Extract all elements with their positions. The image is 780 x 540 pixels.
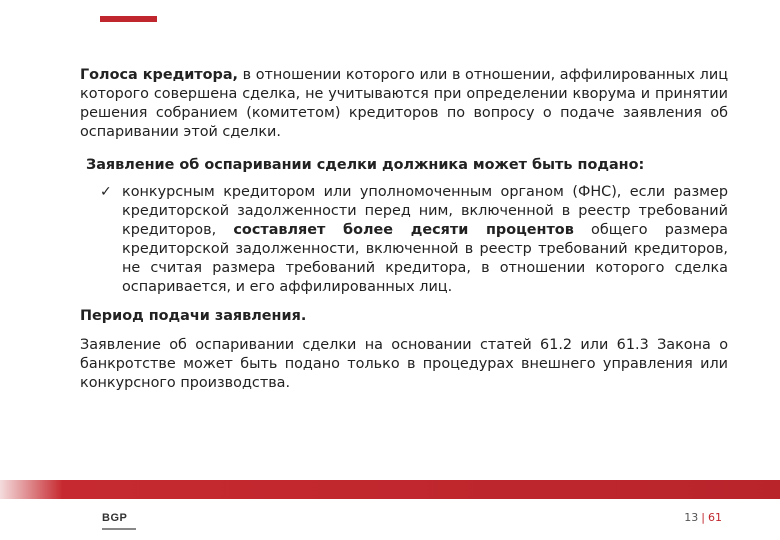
list-item-text-1: конкурсным кредитором или уполномоченным органом (ФНС), если размер кредиторской задолженности перед ним, включенной в реестр требований кредиторов, xyxy=(122,184,728,238)
logo-text: BGP xyxy=(102,512,128,524)
check-icon: ✓ xyxy=(100,184,112,200)
logo-underline xyxy=(102,528,136,530)
page-separator: | xyxy=(701,511,705,524)
footer-strip xyxy=(0,480,780,499)
slide-content xyxy=(80,66,728,393)
paragraph-text: в отношении которого или в отношении, аффилированных лиц которого совершена сделка, не учитываются при определении кворума и принятии решения собранием (комитетом) кредиторов по вопросу о подаче заявления об оспаривании этой сделки. xyxy=(80,67,728,140)
paragraph-period: Заявление об оспаривании сделки на основании статей 61.2 или 61.3 Закона о банкротстве может быть подано только в процедурах внешнего управления или конкурсного производства. xyxy=(80,337,728,391)
page-total: 61 xyxy=(708,511,722,524)
list-item xyxy=(80,183,728,297)
list-item-text-2: общего размера кредиторской задолженности, включенной в реестр требований кредиторов, не считая размера требований кредитора, в отношении которого сделка оспаривается, и его аффилированных лиц. xyxy=(122,222,728,295)
paragraph-lead: Голоса кредитора, xyxy=(80,67,239,83)
heading-period: Период подачи заявления. xyxy=(80,308,307,324)
page-current: 13 xyxy=(684,511,699,524)
heading-application: Заявление об оспаривании сделки должника может быть подано: xyxy=(86,157,645,173)
accent-bar xyxy=(100,16,157,22)
page-number xyxy=(684,511,722,524)
company-logo xyxy=(102,506,142,530)
paragraph-creditor-votes xyxy=(80,66,728,142)
list-item-bold: составляет более десяти процентов xyxy=(233,222,574,238)
